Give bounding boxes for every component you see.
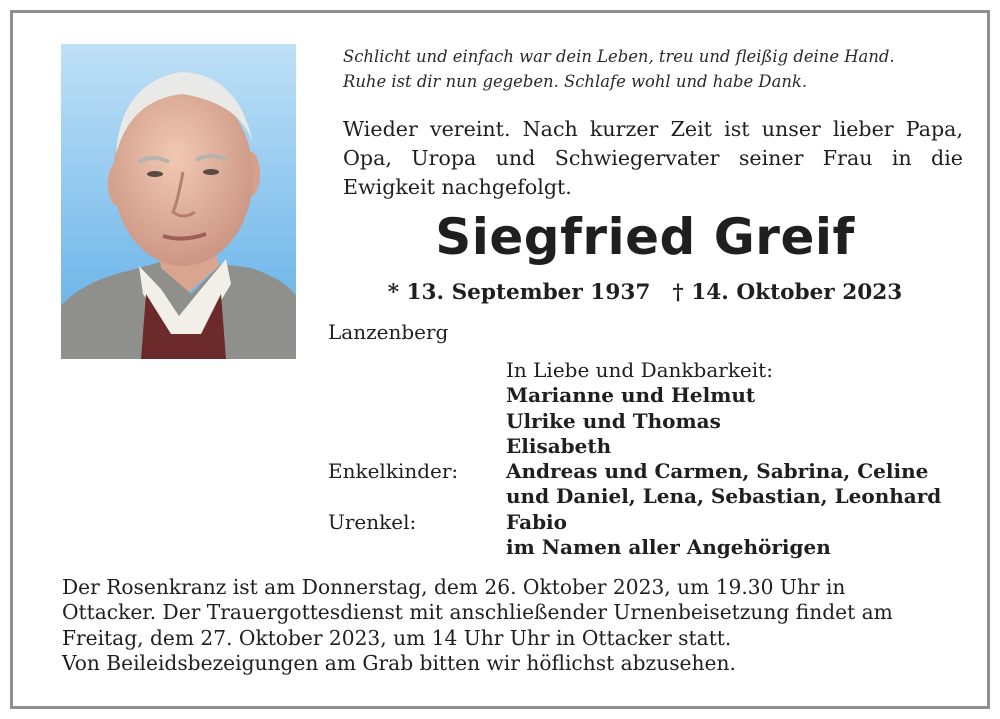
- grandchildren-entry: und Daniel, Lena, Sebastian, Leonhard: [506, 484, 942, 509]
- residence-place: Lanzenberg: [328, 320, 449, 344]
- mourners-heading: In Liebe und Dankbarkeit:: [506, 358, 773, 382]
- child-entry: Ulrike und Thomas: [506, 408, 721, 433]
- portrait-photo: [61, 44, 296, 359]
- closing-line: im Namen aller Angehörigen: [506, 535, 831, 560]
- intro-text: Wieder vereint. Nach kurzer Zeit ist unser lieber Papa, Opa, Uropa und Schwiegervater seiner Frau in die Ewigkeit nachgefolgt.: [343, 117, 963, 199]
- service-line: Ottacker. Der Trauergottesdienst mit anschließender Urnenbeisetzung findet am: [62, 600, 893, 625]
- grandchildren-entry: Andreas und Carmen, Sabrina, Celine: [506, 459, 929, 484]
- death-date: † 14. Oktober 2023: [672, 280, 903, 305]
- grandchildren-label: Enkelkinder:: [328, 459, 459, 484]
- mourners-list: [328, 358, 978, 560]
- service-line: Freitag, dem 27. Oktober 2023, um 14 Uhr Uhr in Ottacker statt.: [62, 625, 732, 650]
- great-grandchildren-label: Urenkel:: [328, 509, 417, 534]
- poem-line: Ruhe ist dir nun gegeben. Schlafe wohl und habe Dank.: [343, 72, 808, 91]
- child-entry: Elisabeth: [506, 433, 612, 458]
- life-dates: [330, 278, 960, 308]
- service-line: Von Beileidsbezeigungen am Grab bitten wir höflichst abzusehen.: [62, 650, 736, 675]
- service-line: Der Rosenkranz ist am Donnerstag, dem 26. Oktober 2023, um 19.30 Uhr in: [62, 575, 846, 599]
- service-info: [62, 575, 972, 676]
- child-entry: Marianne und Helmut: [506, 383, 756, 408]
- poem-line: Schlicht und einfach war dein Leben, treu und fleißig deine Hand.: [343, 47, 895, 66]
- deceased-name: Siegfried Greif: [435, 208, 855, 266]
- poem: [343, 44, 973, 94]
- great-grandchildren-entry: Fabio: [506, 509, 567, 534]
- birth-date: * 13. September 1937: [387, 280, 651, 305]
